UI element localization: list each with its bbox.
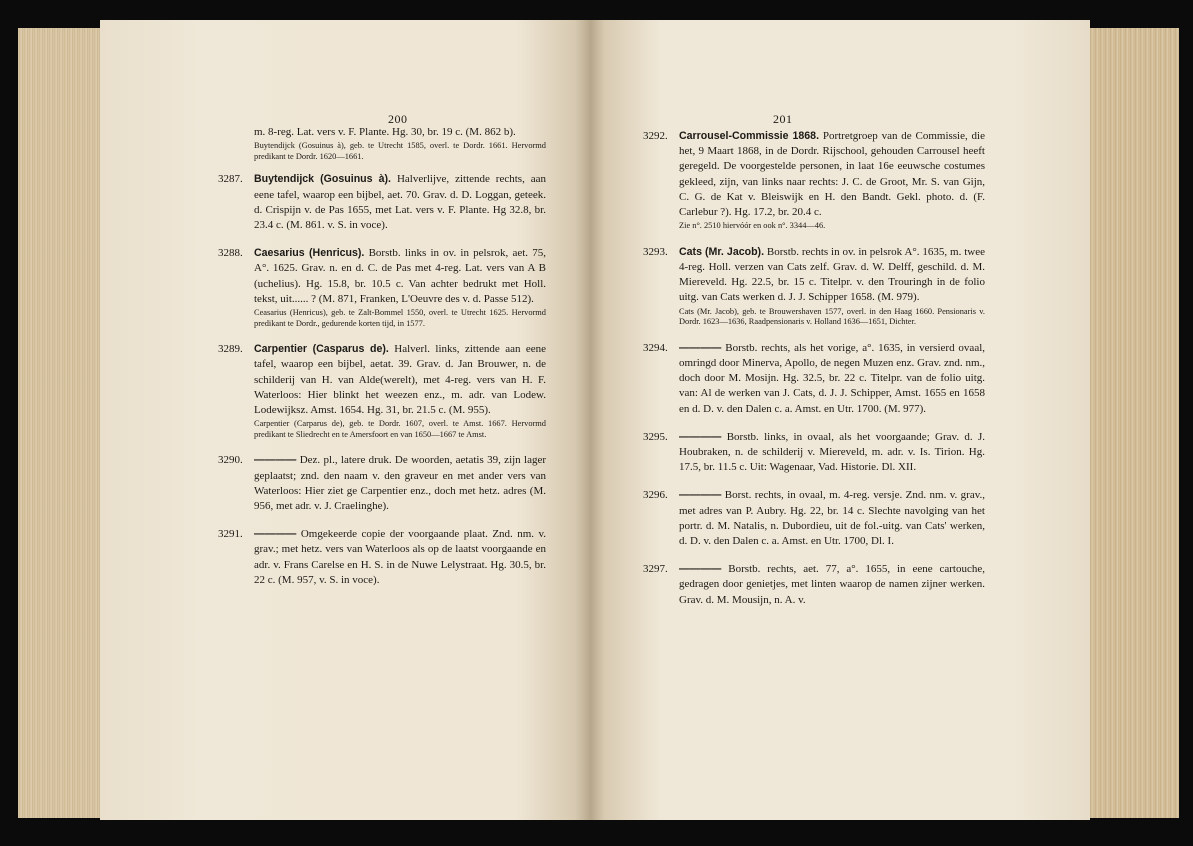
entry-heading: ———— bbox=[679, 341, 722, 354]
entry-number: 3297. bbox=[643, 563, 668, 576]
entry-text: Omgekeerde copie der voorgaande plaat. Znd. nm. v. grav.; met hetz. vers van Waterloos als op de laatst voorgaande en adr. v. Frans Carelse en H. S. in de Nuwe Lelystraat. Hg. 30.5, br. 22 c. (M. 957, v. S. in voce). bbox=[254, 528, 547, 586]
catalog-entry bbox=[218, 246, 546, 329]
entry-note: Carpentier (Carparus de), geb. te Dordr. 1607, overl. te Amst. 1667. Hervormd predikant te Sliedrecht en te Amersfoort en van 1650—1667 te Amst. bbox=[254, 419, 546, 439]
entry-text: Borstb. links, in ovaal, als het voorgaande; Grav. d. J. Houbraken, n. de schilderij v. Miereveld, m. adr. v. Is. Tirion. Hg. 17.5, br. 11.5 c. Uit: Wagenaar, Vad. Historie. Dl. XII. bbox=[679, 430, 985, 474]
catalog-entry bbox=[643, 488, 985, 549]
entry-text: Portretgroep van de Commissie, die het, 9 Maart 1868, in de Dordr. Rijschool, gehouden Carrousel heeft geregeld. De voorgestelde personen, in laat 16e eeuwsche costumes gekleed, zijn, van links naar rechts: J. C. de Groot, Mr. S. van Gijn, C. G. de Kat v. Bleiswijk en H. den Bandt. Gekl. photo. d. (F. Carlebur ?). Hg. 17.2, br. 20.4 c. bbox=[679, 130, 985, 219]
entry-number: 3296. bbox=[643, 489, 668, 502]
catalog-entry bbox=[643, 129, 985, 232]
entry-heading: ———— bbox=[679, 430, 722, 443]
entry-number: 3293. bbox=[643, 245, 668, 258]
catalog-entry bbox=[643, 341, 985, 417]
continuation-entry bbox=[218, 125, 546, 162]
right-column bbox=[643, 129, 985, 621]
entry-body bbox=[254, 342, 546, 418]
entry-heading: Buytendijck (Gosuinus à). bbox=[254, 173, 392, 186]
page-number-left: 200 bbox=[388, 112, 408, 126]
entry-body bbox=[679, 488, 985, 549]
entry-body bbox=[679, 562, 985, 608]
entry-text: Borstb. rechts in ov. in pelsrok A°. 1635, m. twee 4-reg. Holl. verzen van Cats zelf. Grav. d. W. Delff, geschild. d. M. Miereveld. Hg. 22.5, br. 15 c. Titelpr. v. den Trouringh in de folio uitg. van Cats werken d. J. J. Schipper 1658. (M. 979). bbox=[679, 245, 985, 304]
catalog-entry bbox=[218, 527, 546, 588]
entry-number: 3291. bbox=[218, 528, 243, 541]
entry-body bbox=[679, 341, 985, 417]
entry-body bbox=[679, 430, 985, 476]
entry-note: Zie n°. 2510 hiervóór en ook n°. 3344—46. bbox=[679, 221, 826, 231]
entry-note: Ceasarius (Henricus), geb. te Zalt-Bommel 1550, overl. te Utrecht 1625. Hervormd predikant te Dordr., gedurende korten tijd, in 1577. bbox=[254, 308, 546, 328]
entry-number: 3290. bbox=[218, 454, 243, 467]
entry-text: Dez. pl., latere druk. De woorden, aetatis 39, zijn lager geplaatst; znd. den naam v. den graveur en met ander vers van Waterloos: Hier ziet ge Carpentier enz., doch met hetz. adres (M. 956, met adr. v. J. Craelinghe). bbox=[254, 454, 546, 513]
entry-body bbox=[254, 527, 546, 588]
entry-number: 3294. bbox=[643, 341, 668, 354]
entry-number: 3289. bbox=[218, 343, 243, 356]
entry-heading: Carrousel-Commissie 1868. bbox=[679, 130, 820, 142]
entry-heading: ———— bbox=[679, 563, 722, 576]
entry-text: Borstb. links in ov. in pelsrok, aet. 75, A°. 1625. Grav. n. en d. C. de Pas met 4-reg. Lat. vers van A B (uchelius). Hg. 15.8, br. 10.5 c. Van achter bedrukt met Holl. tekst, uit...... ? (M. 871, Franken, L'Oeuvre des v. d. Passe 512). bbox=[254, 247, 546, 305]
catalog-entry bbox=[643, 245, 985, 328]
entry-text: m. 8-reg. Lat. vers v. F. Plante. Hg. 30, br. 19 c. (M. 862 b). bbox=[254, 126, 516, 138]
left-column bbox=[218, 125, 546, 601]
page-number-right: 201 bbox=[773, 112, 793, 126]
entry-heading: Carpentier (Casparus de). bbox=[254, 343, 389, 356]
entry-body bbox=[679, 245, 985, 306]
catalog-entry bbox=[218, 453, 546, 514]
catalog-entry bbox=[218, 342, 546, 440]
entry-number: 3287. bbox=[218, 173, 243, 186]
entry-heading: ———— bbox=[254, 528, 297, 541]
entry-note: Cats (Mr. Jacob), geb. te Brouwershaven 1577, overl. in den Haag 1660. Pensionaris v. Dordr. 1623—1636, Raadpensionaris v. Holland 1636—1651, Dichter. bbox=[679, 306, 985, 327]
catalog-entry bbox=[643, 430, 985, 476]
entry-body bbox=[254, 246, 546, 307]
entry-text: Borst. rechts, in ovaal, m. 4-reg. versje. Znd. nm. v. grav., met adres van P. Aubry. Hg. 22, br. 14 c. Slechte navolging van het portr. d. M. Natalis, n. Dubordieu, uit de fol.-uitg. van Cats' werken, d. D. v. den Dalen c. a. Amst. en Utr. 1700, Dl. I. bbox=[679, 489, 985, 548]
entry-text: Halverl. links, zittende aan eene tafel, waarop een bijbel, aetat. 39. Grav. d. Jan Brouwer, n. de schilderij van H. van Alde(werelt), met 4-reg. vers van H. F. Waterloos: Hier blinkt het weezen enz., m. adr. van Lodew. Lodewijksz. Amst. 1654. Hg. 31, br. 21.5 c. (M. 955). bbox=[254, 343, 547, 417]
entry-text: Borstb. rechts, aet. 77, a°. 1655, in eene cartouche, gedragen door genietjes, met linten waarop de namen zijner werken. Grav. d. M. Mousijn, n. A. v. bbox=[679, 563, 986, 606]
entry-body bbox=[254, 453, 546, 514]
entry-text: Halverlijve, zittende rechts, aan eene tafel, waarop een bijbel, aet. 70. Grav. d. D. Loggan, geteek. d. Crispijn v. de Pas 1655, met Lat. vers v. F. Plante. Hg 32.8, br. 23.4 c. (M. 861. v. S. in voce). bbox=[254, 173, 547, 231]
page-edges-right bbox=[1089, 28, 1179, 818]
entry-heading: Cats (Mr. Jacob). bbox=[679, 245, 765, 258]
entry-number: 3295. bbox=[643, 430, 668, 443]
entry-heading: Caesarius (Henricus). bbox=[254, 247, 365, 260]
entry-number: 3288. bbox=[218, 247, 243, 260]
entry-text: Borstb. rechts, als het vorige, a°. 1635, in versierd ovaal, omringd door Minerva, Apollo, de negen Muzen enz. Grav. znd. nm., doch door M. Mosijn. Hg. 32.5, br. 22 c. Titelpr. van de folio uitg. van: Al de werken van J. Cats, d. J. J. Schipper, Amst. 1655 en 1658 en d. D. v. den Dalen c. a. Amst. en Utr. 1700. (M. 977). bbox=[679, 341, 986, 415]
entry-heading: ———— bbox=[254, 454, 297, 467]
entry-note: Buytendijck (Gosuinus à), geb. te Utrecht 1585, overl. te Dordr. 1661. Hervormd predikant te Dordr. 1620—1661. bbox=[254, 141, 546, 161]
catalog-entry bbox=[218, 172, 546, 233]
entry-body bbox=[679, 129, 985, 220]
entry-heading: ———— bbox=[679, 489, 722, 502]
entry-body bbox=[254, 172, 546, 233]
entry-number: 3292. bbox=[643, 130, 668, 142]
catalog-entry bbox=[643, 562, 985, 608]
